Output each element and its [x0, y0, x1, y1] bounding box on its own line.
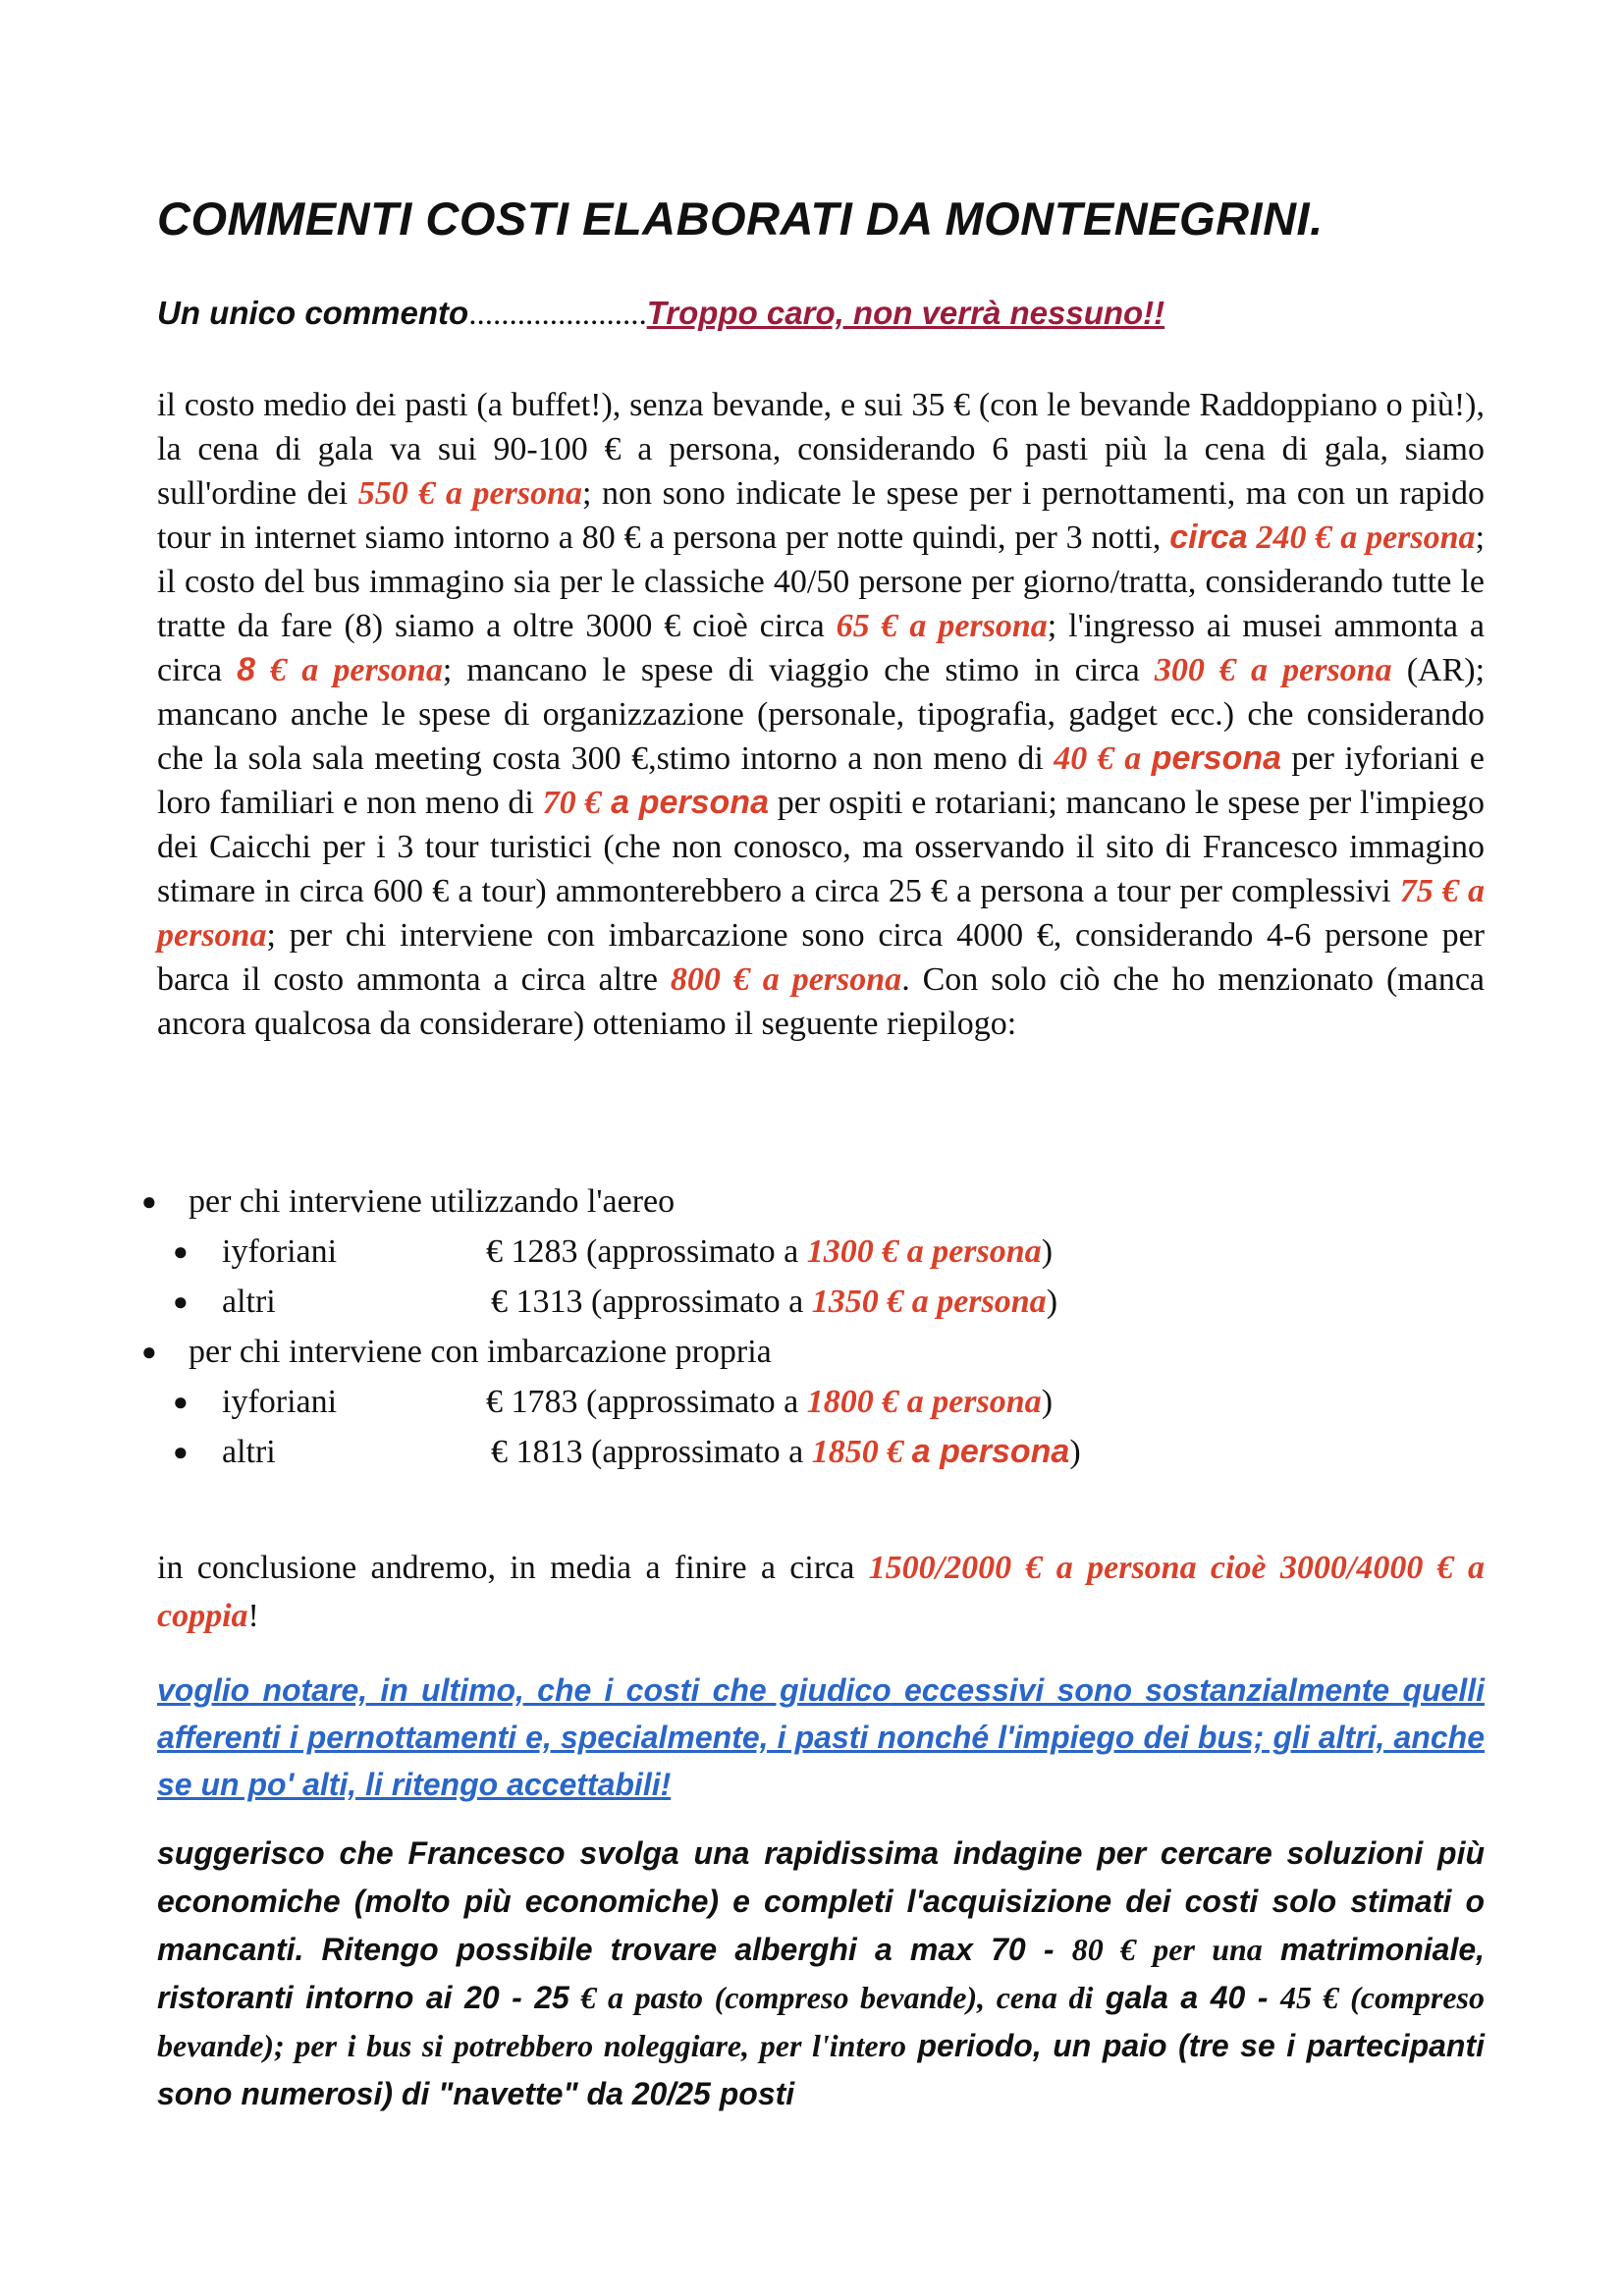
bullet-icon: ● — [141, 1187, 157, 1216]
amount-text: € 1813 (approssimato a — [491, 1434, 812, 1470]
body-text: ; il costo del bus immagino sia per le classiche 40/50 persone per giorno/tratta, considerando tutte le tratte da fare (8) siamo a oltre 3000 € cioè circa — [157, 519, 1486, 644]
list-item-label: per chi interviene con imbarcazione propria — [189, 1334, 772, 1370]
list-item-label: per chi interviene utilizzando l'aereo — [189, 1183, 676, 1220]
suggestion-text: gala a 40 - — [1093, 1980, 1280, 2015]
subtitle-dots: ...................... — [468, 297, 647, 332]
cost-amount — [491, 1277, 1057, 1327]
rounded-cost: 1850 € — [811, 1434, 912, 1470]
cost-highlight-guests: a persona — [601, 784, 769, 821]
suggestion-text: periodo, un paio (tre se i partecipanti sono numerosi) di "navette" da 20/25 posti — [157, 2028, 1486, 2111]
rounded-cost: 1800 € a persona — [806, 1384, 1042, 1420]
bullet-icon: ● — [141, 1338, 157, 1366]
rounded-cost: 1350 € a persona — [811, 1284, 1047, 1320]
suggestion-text: suggerisco che Francesco svolga una rapidissima indagine per cercare soluzioni più economiche (molto più economiche) e completi l'acquisizione dei costi solo stimati o mancanti. Ritengo possibile trovare alberghi a max 70 - — [157, 1835, 1485, 1967]
conclusion-paragraph — [157, 1544, 1485, 1640]
cost-amount — [491, 1427, 1081, 1477]
cost-amount — [486, 1377, 1053, 1427]
bullet-icon: ● — [173, 1438, 189, 1466]
cost-highlight-boat: 800 € a persona — [670, 961, 902, 998]
bullet-icon: ● — [173, 1388, 189, 1416]
suggestion-text: matrimoniale, ristoranti intorno ai 20 - 25 — [157, 1932, 1486, 2015]
body-text: per iyforiani e loro familiari e non meno di — [157, 740, 1486, 821]
list-item-air-altri — [157, 1277, 1485, 1327]
body-text: . Con solo ciò che ho menzionato (manca ancora qualcosa da considerare) otteniamo il seguente riepilogo: — [157, 961, 1485, 1042]
amount-close: ) — [1069, 1434, 1081, 1470]
subtitle-lead: Un unico commento — [157, 295, 469, 331]
list-item-air — [141, 1176, 1485, 1227]
cost-analysis-paragraph — [157, 383, 1485, 1046]
cost-highlight-travel: 300 € a persona — [1154, 652, 1392, 688]
note-paragraph: voglio notare, in ultimo, che i costi che giudico eccessivi sono sostanzialmente quelli afferenti i pernottamenti e, specialmente, i pasti nonché l'impiego dei bus; gli altri, anche se un po' alti, li ritengo accettabili! — [157, 1672, 1485, 1802]
cost-highlight-circa: circa — [1169, 519, 1248, 556]
cost-highlight-organization: persona — [1151, 739, 1282, 777]
amount-text: € 1783 (approssimato a — [486, 1384, 807, 1420]
list-item-boat — [141, 1327, 1485, 1377]
list-item-boat-altri — [157, 1427, 1485, 1477]
document-title: COMMENTI COSTI ELABORATI DA MONTENEGRINI. — [157, 192, 1324, 245]
cost-highlight-museum: € a persona — [255, 652, 443, 688]
cost-highlight-tours: 75 € a persona — [157, 873, 1486, 954]
amount-close: ) — [1046, 1284, 1058, 1320]
cost-highlight-organization-value: 40 € a — [1054, 740, 1142, 777]
category-label: altri — [222, 1284, 276, 1320]
suggestion-text-serif: € a pasto (compreso bevande), cena di — [568, 1980, 1094, 2015]
document-subtitle — [157, 295, 1492, 333]
cost-highlight-meals: 550 € a persona — [357, 475, 582, 512]
cost-highlight-guests-value: 70 € — [542, 785, 602, 821]
cost-highlight-bus: 65 € a persona — [836, 608, 1048, 644]
amount-close: ) — [1041, 1384, 1054, 1420]
list-item-air-iyforiani — [157, 1227, 1485, 1277]
bullet-icon: ● — [173, 1237, 189, 1266]
body-text: (AR); mancano anche le spese di organizzazione (personale, tipografia, gadget ecc.) che considerando che la sola sala meeting costa 300 €,stimo intorno a non meno di — [157, 652, 1486, 777]
body-text: ; non sono indicate le spese per i pernottamenti, ma con un rapido tour in internet siamo intorno a 80 € a persona per notte quindi, per 3 notti, — [157, 475, 1485, 556]
category-label: iyforiani — [222, 1233, 338, 1270]
body-text: ; l'ingresso ai musei ammonta a circa — [157, 608, 1485, 688]
cost-summary-list — [141, 1176, 1485, 1477]
rounded-cost: 1300 € a persona — [806, 1233, 1042, 1270]
conclusion-lead: in conclusione andremo, in media a finire a circa — [157, 1550, 869, 1586]
subtitle-verdict: Troppo caro, non verrà nessuno!! — [646, 295, 1165, 331]
cost-amount — [486, 1227, 1053, 1277]
amount-close: ) — [1041, 1233, 1054, 1270]
rounded-cost-unit: a persona — [911, 1433, 1070, 1470]
cost-highlight-museum-value: 8 — [237, 651, 256, 688]
body-text: il costo medio dei pasti (a buffet!), senza bevande, e sui 35 € (con le bevande Raddoppiano o più!), la cena di gala va sui 90-100 € a persona, considerando 6 pasti più la cena di gala, siamo sull'ordine dei — [157, 387, 1485, 512]
suggestion-text-serif: 80 € per una — [1071, 1932, 1263, 1967]
category-label: iyforiani — [222, 1384, 338, 1420]
list-item-boat-iyforiani — [157, 1377, 1485, 1427]
suggestion-text-serif: 45 € (compreso bevande); per i bus si potrebbero noleggiare, per l'intero — [157, 1980, 1486, 2063]
amount-text: € 1283 (approssimato a — [486, 1233, 807, 1270]
body-text: per ospiti e rotariani; mancano le spese per l'impiego dei Caicchi per i 3 tour turistici (che non conosco, ma osservando il sito di Francesco immagino stimare in circa 600 € a tour) ammonterebbero a circa 25 € a persona a tour per complessivi — [157, 785, 1485, 909]
bullet-icon: ● — [173, 1287, 189, 1316]
cost-highlight-hotel: 240 € a persona — [1247, 519, 1476, 556]
conclusion-figure: 1500/2000 € a persona cioè 3000/4000 € a coppia — [157, 1550, 1485, 1634]
category-label: altri — [222, 1434, 276, 1470]
suggestion-paragraph — [157, 1830, 1485, 2118]
body-text: ; mancano le spese di viaggio che stimo in circa — [442, 652, 1155, 688]
amount-text: € 1313 (approssimato a — [491, 1284, 812, 1320]
body-text: ; per chi interviene con imbarcazione sono circa 4000 €, considerando 4-6 persone per barca il costo ammonta a circa altre — [157, 917, 1485, 998]
conclusion-end: ! — [247, 1598, 259, 1634]
